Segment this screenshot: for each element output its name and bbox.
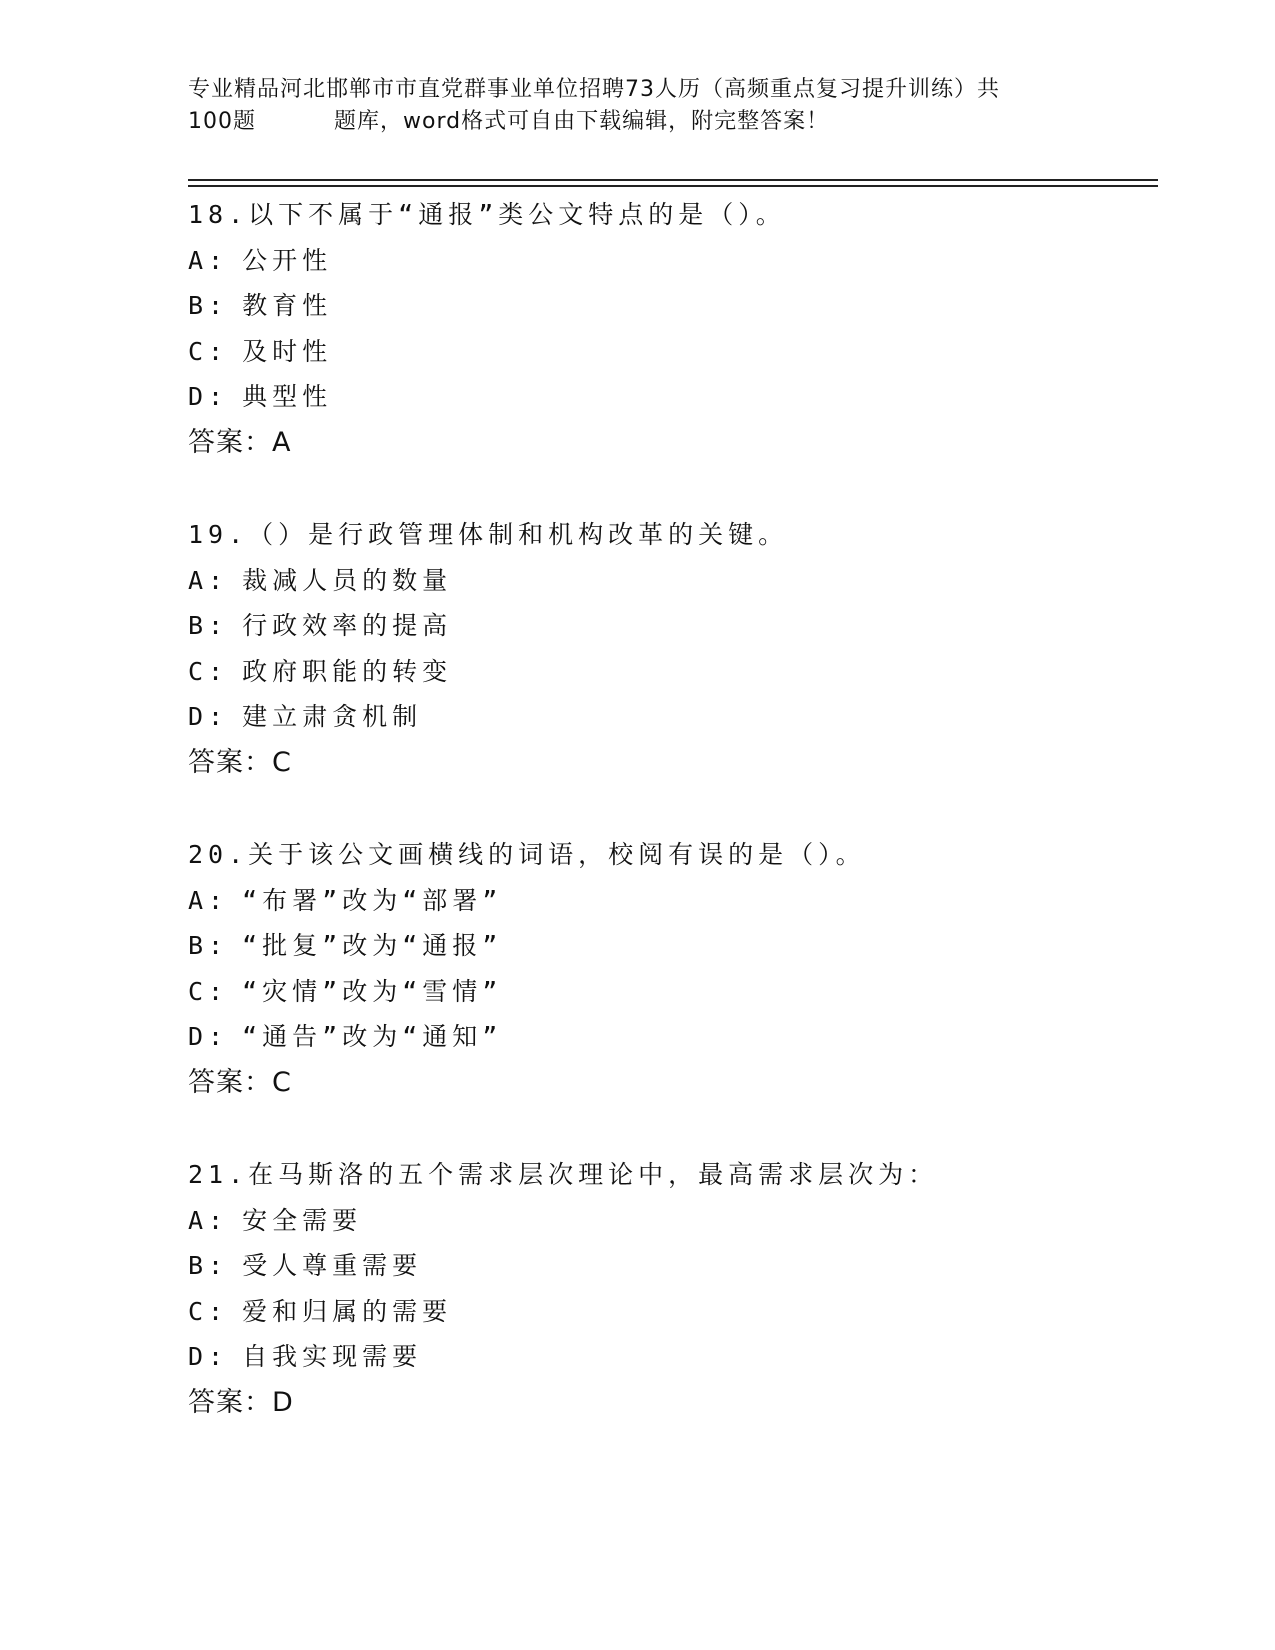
option-label: C: (188, 656, 229, 686)
question-title: 18.以下不属于“通报”类公文特点的是（）。 (188, 200, 786, 229)
option-text: 安全需要 (242, 1205, 363, 1235)
question-answer: 答案：C (188, 1066, 292, 1098)
option-label: D: (188, 1022, 229, 1051)
question-block (188, 512, 1168, 832)
question-option (188, 649, 1168, 695)
option-label: C: (188, 1296, 229, 1326)
question-option (188, 558, 1168, 604)
question-option (188, 374, 1168, 420)
option-label: D: (188, 1342, 229, 1371)
option-label: A: (188, 885, 229, 915)
option-text: “批复”改为“通报” (242, 931, 503, 960)
option-text: 爱和归属的需要 (242, 1296, 453, 1326)
question-answer: 答案：A (188, 426, 292, 458)
header-divider-bottom (188, 185, 1158, 187)
option-text: 建立肃贪机制 (242, 702, 423, 731)
question-list (188, 192, 1168, 1472)
option-text: “布署”改为“部署” (242, 885, 503, 915)
option-text: “灾情”改为“雪情” (242, 976, 503, 1006)
question-title: 20.关于该公文画横线的词语，校阅有误的是（）。 (188, 840, 866, 869)
option-text: 裁减人员的数量 (242, 565, 453, 595)
option-text: 行政效率的提高 (242, 611, 453, 640)
question-option (188, 238, 1168, 284)
question-block (188, 192, 1168, 512)
header-divider-top (188, 179, 1158, 181)
question-option (188, 1014, 1168, 1060)
question-title: 21.在马斯洛的五个需求层次理论中，最高需求层次为： (188, 1160, 939, 1189)
option-label: B: (188, 931, 229, 960)
option-label: A: (188, 565, 229, 595)
document-header (188, 74, 1088, 138)
question-option (188, 878, 1168, 924)
option-label: B: (188, 611, 229, 640)
question-option (188, 283, 1168, 329)
question-title: 19.（）是行政管理体制和机构改革的关键。 (188, 520, 789, 549)
option-text: 教育性 (242, 291, 333, 320)
option-label: D: (188, 702, 229, 731)
header-line-1: 专业精品河北邯郸市市直党群事业单位招聘73人历（高频重点复习提升训练）共 (188, 77, 1000, 102)
option-label: C: (188, 336, 229, 366)
header-line-2 (188, 106, 1088, 138)
header-question-count: 100题 (188, 109, 256, 134)
option-text: “通告”改为“通知” (242, 1022, 503, 1051)
question-block (188, 832, 1168, 1152)
option-text: 自我实现需要 (242, 1342, 423, 1371)
option-text: 及时性 (242, 336, 333, 366)
option-text: 公开性 (242, 245, 333, 275)
option-label: B: (188, 291, 229, 320)
question-option (188, 1198, 1168, 1244)
question-option (188, 1243, 1168, 1289)
option-label: A: (188, 245, 229, 275)
question-block (188, 1152, 1168, 1472)
question-option (188, 969, 1168, 1015)
question-option (188, 694, 1168, 740)
question-option (188, 603, 1168, 649)
question-option (188, 1289, 1168, 1335)
question-option (188, 923, 1168, 969)
option-label: B: (188, 1251, 229, 1280)
question-answer: 答案：D (188, 1386, 294, 1418)
option-label: C: (188, 976, 229, 1006)
option-text: 受人尊重需要 (242, 1251, 423, 1280)
question-option (188, 1334, 1168, 1380)
header-description: 题库，word格式可自由下载编辑，附完整答案！ (334, 109, 830, 134)
option-text: 典型性 (242, 382, 333, 411)
option-label: D: (188, 382, 229, 411)
question-answer: 答案：C (188, 746, 292, 778)
option-label: A: (188, 1205, 229, 1235)
question-option (188, 329, 1168, 375)
option-text: 政府职能的转变 (242, 656, 453, 686)
